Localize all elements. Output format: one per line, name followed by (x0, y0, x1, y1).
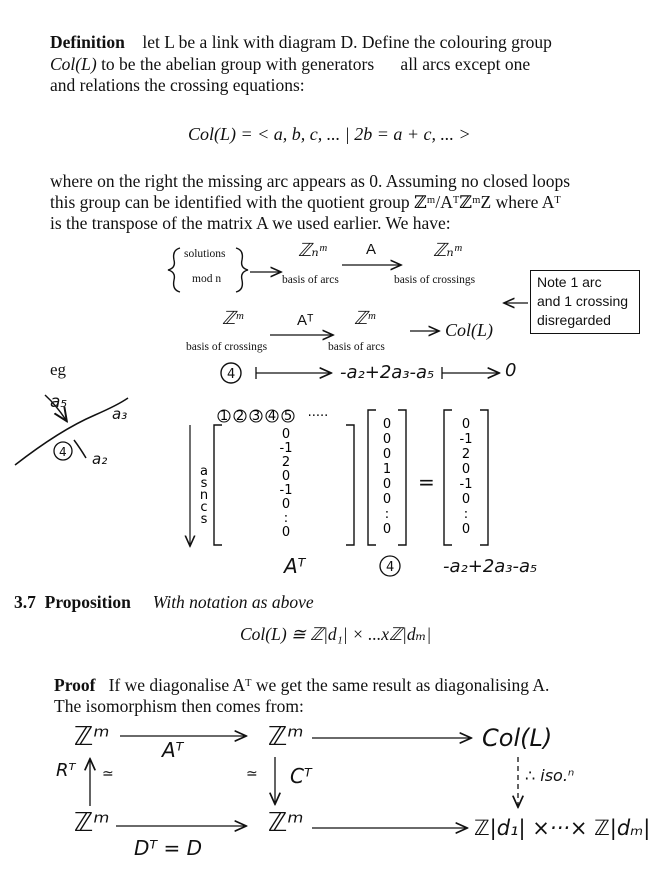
basis-of-arcs-label-2: basis of arcs (328, 341, 385, 353)
znm-right: ℤₙᵐ (433, 240, 462, 260)
definition-line-5: this group can be identified with the quotient group ℤᵐ/AᵀℤᵐZ where Aᵀ (50, 192, 561, 212)
knot-understrand-bottom (74, 440, 86, 458)
matrix-entry: -1 (279, 441, 293, 456)
approx-middle: ≃ (246, 766, 258, 782)
vector-entry: 0 (382, 477, 392, 492)
iso-label: ∴ iso.ⁿ (525, 766, 575, 785)
note-line-1: Note 1 arc (537, 274, 602, 290)
solutions-label: solutions (184, 248, 226, 260)
vector-label-number: 4 (386, 560, 395, 575)
result-entry: -1 (459, 432, 473, 447)
matrix-entry: 2 (281, 455, 291, 470)
column-header-label: 1 (219, 409, 229, 424)
row-label: a (200, 464, 208, 479)
right-brace (236, 248, 248, 292)
definition-heading: Definition (50, 32, 125, 52)
row-expression: -a₂+2a₃-a₅ (340, 362, 435, 383)
colouring-group-equation: Col(L) = < a, b, c, ... | 2b = a + c, ... > (188, 124, 471, 144)
result-entry: -1 (459, 477, 473, 492)
proof-text-1: If we diagonalise Aᵀ we get the same result as diagonalising A. (108, 675, 550, 695)
zm-right: ℤᵐ (354, 308, 375, 328)
zm-bottom-left: ℤᵐ (74, 808, 110, 838)
matrix-entry: 0 (281, 525, 291, 540)
result-entry: 0 (461, 522, 471, 537)
matrix-entry: 0 (281, 469, 291, 484)
result-entry: 0 (461, 462, 471, 477)
zm-left: ℤᵐ (222, 308, 243, 328)
proposition-heading: Proposition (44, 592, 131, 612)
definition-text-2: to be the abelian group with generators (101, 54, 375, 74)
column-header-label: 3 (251, 409, 261, 424)
result-right-bracket (480, 410, 488, 545)
proposition-number: 3.7 (14, 592, 36, 612)
knot-understrand-top (45, 395, 66, 420)
row-label: n (199, 488, 209, 503)
ct-label: Cᵀ (290, 764, 312, 788)
znm-left: ℤₙᵐ (298, 240, 327, 260)
definition-line-6: is the transpose of the matrix A we used earlier. We have: (50, 213, 451, 233)
rt-label: Rᵀ (56, 760, 76, 781)
row-label: c (200, 500, 208, 515)
matrix-entry: 0 (281, 497, 291, 512)
result-entry: 2 (461, 447, 471, 462)
arc-a3-label: a₃ (112, 405, 128, 423)
vector-right-bracket (398, 410, 406, 545)
proposition-formula: Col(L) ≅ ℤ|d₁| × ...xℤ|dₘ| (240, 624, 432, 644)
vector-entry: 1 (382, 462, 392, 477)
zm-top-middle: ℤᵐ (268, 722, 304, 752)
vector-entry: 0 (382, 447, 392, 462)
at-matrix-label: Aᵀ (284, 554, 306, 578)
col-l-inline: Col(L) (50, 54, 97, 74)
basis-of-crossings-label-2: basis of crossings (186, 341, 268, 353)
direct-sum-result: ℤ|d₁| ×···× ℤ|dₘ| (474, 816, 651, 840)
vector-entry: 0 (382, 432, 392, 447)
vector-entry: 0 (382, 492, 392, 507)
mod-n-label: mod n (192, 273, 222, 285)
result-entry: 0 (461, 417, 471, 432)
basis-of-crossings-label: basis of crossings (394, 274, 476, 286)
matrix-entry: -1 (279, 483, 293, 498)
definition-text-1: let L be a link with diagram D. Define the colouring group (142, 32, 552, 52)
arc-a5-label: a₅ (50, 392, 68, 412)
matrix-entry: : (283, 511, 289, 526)
col-l-target: Col(L) (445, 320, 494, 340)
row-zero: 0 (505, 360, 517, 381)
result-expression: -a₂+2a₃-a₅ (443, 556, 538, 577)
definition-line-4: where on the right the missing arc appears as 0. Assuming no closed loops (50, 171, 571, 191)
proof-line-2: The isomorphism then comes from: (54, 696, 304, 716)
vector-entry: 0 (382, 522, 392, 537)
dt-label: Dᵀ = D (134, 836, 202, 860)
matrix-left-bracket (214, 425, 222, 545)
col-l-handwritten: Col(L) (482, 724, 553, 752)
arc-a2-label: a₂ (92, 450, 108, 468)
result-entry: 0 (461, 492, 471, 507)
definition-text-3: and relations the crossing equations: (50, 75, 305, 95)
vector-left-bracket (368, 410, 376, 545)
row-crossing-number: 4 (227, 367, 236, 382)
matrix-entry: 0 (281, 427, 291, 442)
note-line-3: disregarded (537, 312, 611, 328)
note-line-2: and 1 crossing (537, 293, 629, 309)
result-left-bracket (444, 410, 452, 545)
basis-of-arcs-label: basis of arcs (282, 274, 339, 286)
equals-sign: = (418, 470, 435, 494)
column-header-label: 2 (235, 409, 245, 424)
left-brace (168, 248, 180, 292)
column-header-label: 4 (267, 409, 277, 424)
eg-label: eg (50, 360, 67, 379)
row-label: s (200, 476, 208, 491)
result-entry: : (463, 507, 469, 522)
column-header-label: 5 (283, 409, 293, 424)
a-map-label: A (366, 241, 377, 258)
at-top-label: Aᵀ (162, 738, 184, 762)
approx-left: ≃ (102, 766, 114, 782)
crossing-4-number: 4 (59, 445, 67, 459)
column-header-label: ····· (307, 409, 329, 424)
vector-entry: : (384, 507, 390, 522)
proposition-text: With notation as above (152, 592, 314, 612)
zm-top-left: ℤᵐ (74, 722, 110, 752)
zm-bottom-middle: ℤᵐ (268, 808, 304, 838)
matrix-right-bracket (346, 425, 354, 545)
vector-entry: 0 (382, 417, 392, 432)
at-map-label: Aᵀ (297, 312, 314, 329)
row-label: s (200, 512, 208, 527)
definition-text-2-tail: all arcs except one (400, 54, 531, 74)
proof-heading: Proof (54, 675, 96, 695)
